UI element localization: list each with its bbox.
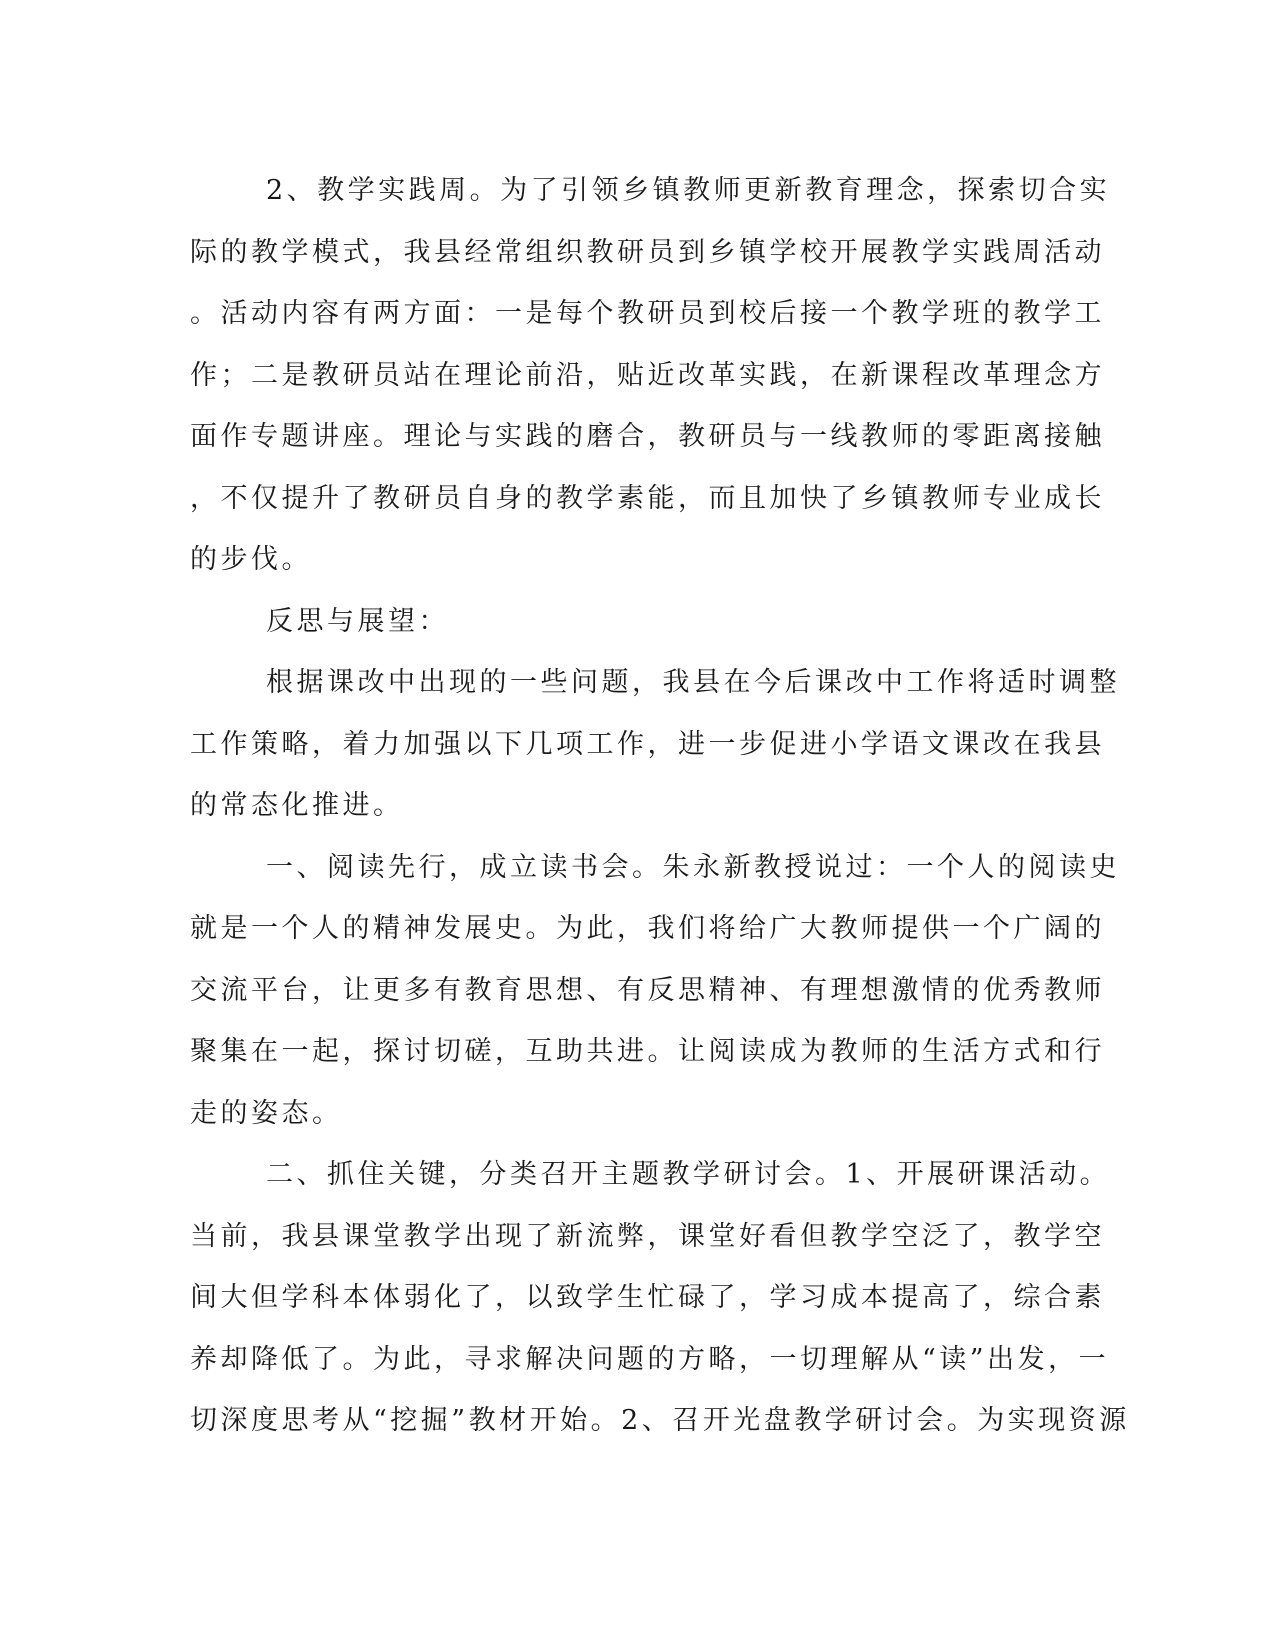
paragraph-line: 走的姿态。 <box>190 1097 343 1129</box>
paragraph-line: ，不仅提升了教研员自身的教学素能，而且加快了乡镇教师专业成长 <box>190 482 1105 514</box>
paragraph-line: 作；二是教研员站在理论前沿，贴近改革实践，在新课程改革理念方 <box>190 359 1105 391</box>
paragraph-line: 际的教学模式，我县经常组织教研员到乡镇学校开展教学实践周活动 <box>190 236 1105 268</box>
paragraph-line: 间大但学科本体弱化了，以致学生忙碌了，学习成本提高了，综合素 <box>190 1282 1105 1313</box>
paragraph-line: 切深度思考从“挖掘”教材开始。2、召开光盘教学研讨会。为实现资源 <box>190 1405 1130 1436</box>
paragraph-line: 面作专题讲座。理论与实践的磨合，教研员与一线教师的零距离接触 <box>190 421 1105 452</box>
paragraph-line: 当前，我县课堂教学出现了新流弊，课堂好看但教学空泛了，教学空 <box>190 1220 1105 1252</box>
body-text <box>190 160 1130 1452</box>
paragraph-line: 二、抓住关键，分类召开主题教学研讨会。1、开展研课活动。 <box>266 1159 1111 1190</box>
paragraph-line: 。活动内容有两方面：一是每个教研员到校后接一个教学班的教学工 <box>190 298 1105 329</box>
paragraph-line: 工作策略，着力加强以下几项工作，进一步促进小学语文课改在我县 <box>190 728 1105 760</box>
paragraph-line: 交流平台，让更多有教育思想、有反思精神、有理想激情的优秀教师 <box>190 974 1105 1006</box>
paragraph-line: 养却降低了。为此，寻求解决问题的方略，一切理解从“读”出发，一 <box>190 1343 1110 1375</box>
paragraph-line: 的常态化推进。 <box>190 790 404 821</box>
paragraph-line: 一、阅读先行，成立读书会。朱永新教授说过：一个人的阅读史 <box>266 851 1120 883</box>
paragraph-line: 的步伐。 <box>190 544 312 575</box>
paragraph-line: 2、教学实践周。为了引领乡镇教师更新教育理念，探索切合实 <box>266 175 1111 206</box>
section-heading: 反思与展望： <box>266 605 449 637</box>
paragraph-line: 根据课改中出现的一些问题，我县在今后课改中工作将适时调整 <box>266 667 1120 698</box>
paragraph-line: 聚集在一起，探讨切磋，互助共进。让阅读成为教师的生活方式和行 <box>190 1036 1105 1067</box>
paragraph-line: 就是一个人的精神发展史。为此，我们将给广大教师提供一个广阔的 <box>190 913 1105 944</box>
